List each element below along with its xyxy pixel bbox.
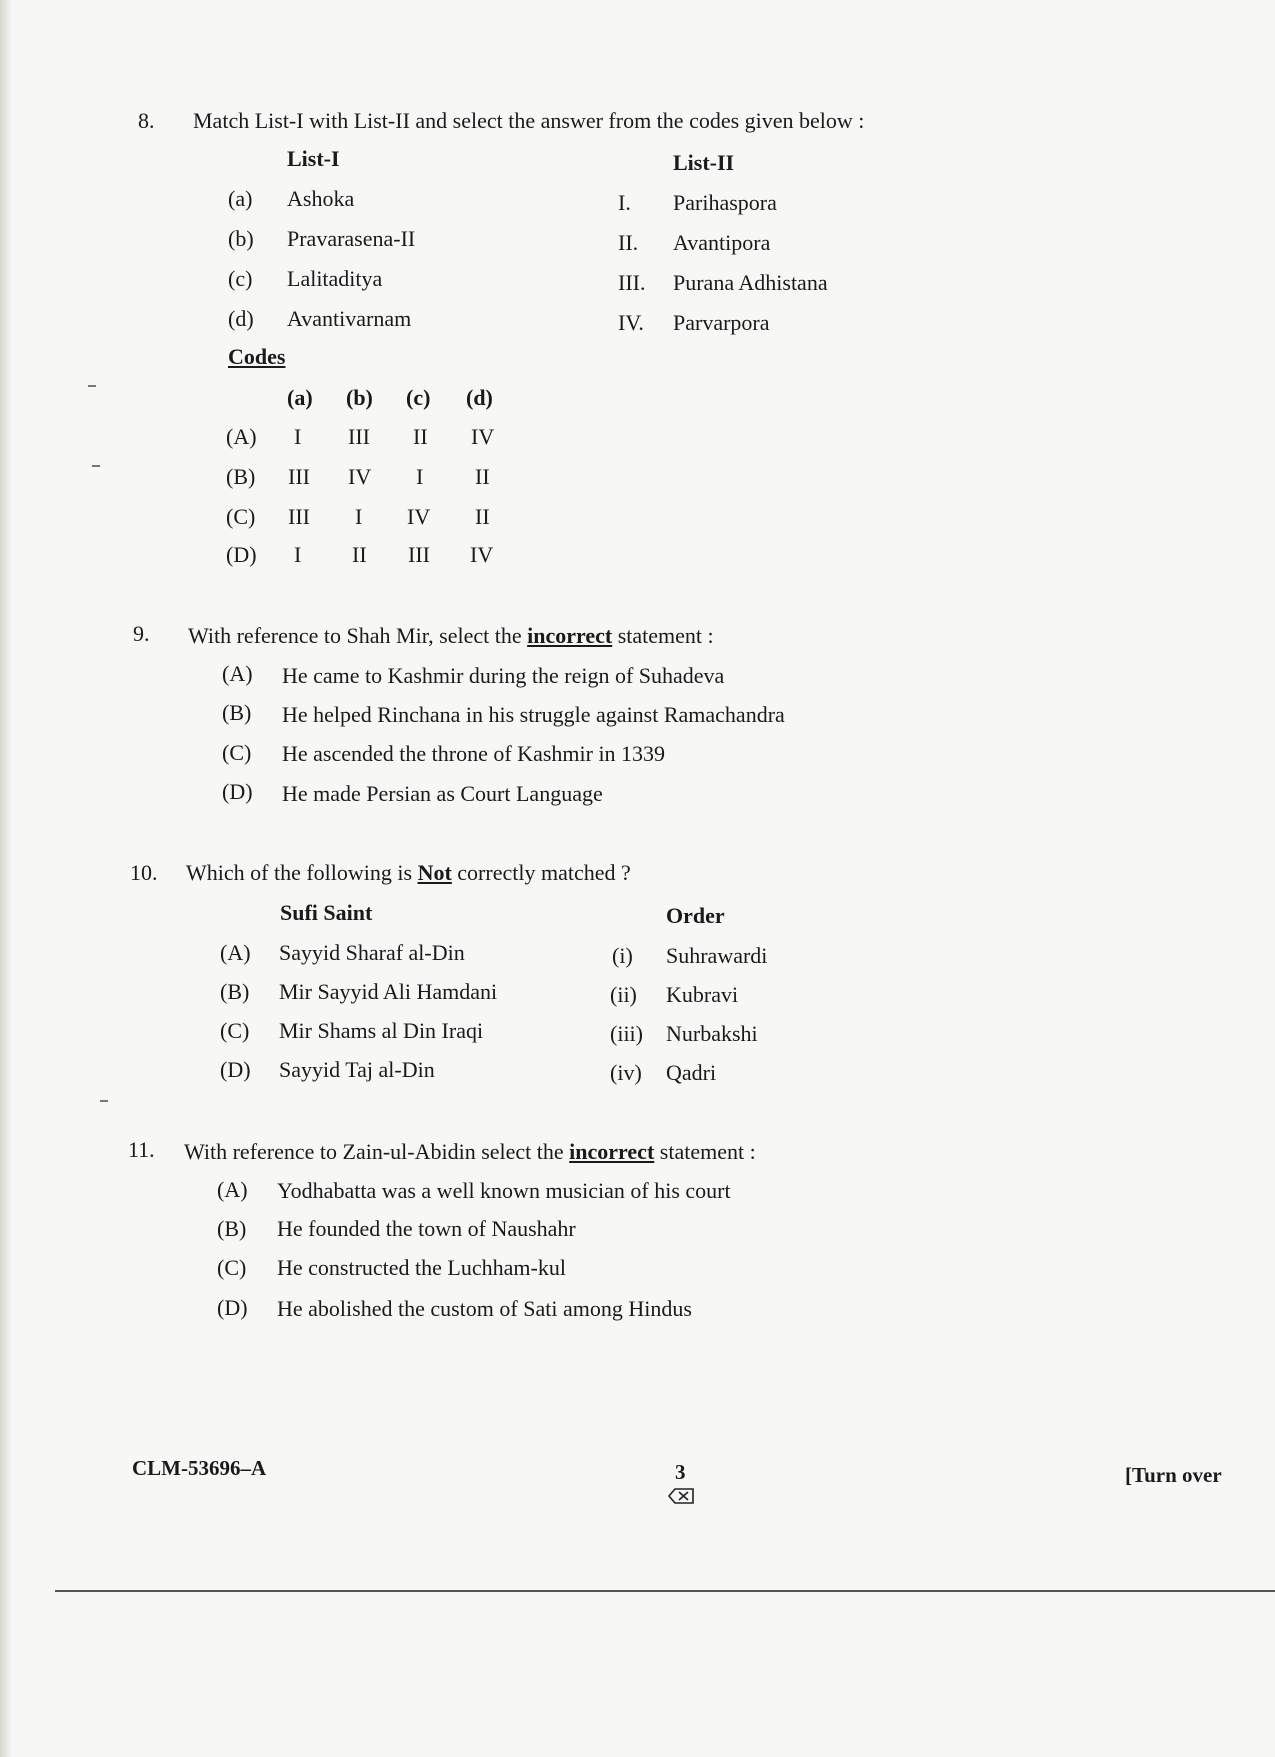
list-item-text: Purana Adhistana bbox=[673, 270, 828, 295]
list-item-text: Parihaspora bbox=[673, 190, 777, 215]
code-option: (A) bbox=[226, 424, 257, 449]
code-option: (C) bbox=[226, 504, 256, 529]
option-label: (C) bbox=[217, 1255, 247, 1280]
margin-mark bbox=[100, 1100, 108, 1102]
column-heading: Sufi Saint bbox=[280, 900, 373, 925]
row-label: (A) bbox=[220, 940, 251, 965]
order-number: (i) bbox=[612, 943, 633, 968]
question-number: 8. bbox=[138, 108, 155, 133]
code-value: III bbox=[288, 464, 310, 489]
stem-text: Which of the following is bbox=[186, 860, 418, 885]
order-name: Qadri bbox=[666, 1060, 717, 1085]
list-item-label: I. bbox=[618, 190, 631, 215]
stem-emphasis: incorrect bbox=[527, 623, 613, 648]
option-label: (A) bbox=[222, 661, 253, 686]
stem-text: statement : bbox=[654, 1139, 756, 1164]
option-label: (B) bbox=[217, 1216, 247, 1241]
stem-text: correctly matched ? bbox=[451, 860, 631, 885]
list-item-text: Pravarasena-II bbox=[287, 226, 416, 251]
codes-head: (b) bbox=[346, 385, 373, 410]
codes-head: (a) bbox=[287, 385, 313, 410]
question-stem bbox=[186, 860, 631, 886]
list-item-text: Parvarpora bbox=[673, 310, 770, 335]
row-label: (B) bbox=[220, 979, 250, 1004]
list2-heading: List-II bbox=[673, 150, 735, 175]
order-number: (iv) bbox=[610, 1060, 642, 1085]
page-number: 3 bbox=[675, 1460, 686, 1484]
code-value: IV bbox=[471, 424, 495, 449]
question-stem: Match List-I with List-II and select the answer from the codes given below : bbox=[193, 108, 865, 133]
stem-text: With reference to Zain-ul-Abidin select the bbox=[184, 1139, 570, 1164]
saint-name: Mir Shams al Din Iraqi bbox=[279, 1018, 484, 1043]
page-edge-shadow bbox=[0, 0, 12, 1757]
turn-over-note: [Turn over bbox=[1125, 1463, 1222, 1487]
question-stem bbox=[184, 1139, 756, 1165]
code-value: II bbox=[475, 504, 490, 529]
list-item-text: Lalitaditya bbox=[287, 266, 383, 291]
code-value: II bbox=[475, 464, 490, 489]
stem-text: With reference to Shah Mir, select the bbox=[188, 623, 528, 648]
code-value: IV bbox=[348, 464, 372, 489]
code-value: III bbox=[408, 542, 430, 567]
code-value: I bbox=[355, 504, 363, 529]
code-value: II bbox=[352, 542, 367, 567]
option-label: (D) bbox=[222, 779, 253, 804]
code-value: I bbox=[294, 542, 302, 567]
margin-mark bbox=[92, 465, 100, 467]
order-name: Suhrawardi bbox=[666, 943, 768, 968]
option-text: Yodhabatta was a well known musician of his court bbox=[277, 1178, 731, 1203]
bottom-rule bbox=[55, 1590, 1275, 1592]
order-name: Nurbakshi bbox=[666, 1021, 758, 1046]
option-text: He helped Rinchana in his struggle against Ramachandra bbox=[282, 702, 785, 727]
question-number: 10. bbox=[130, 860, 158, 885]
option-text: He came to Kashmir during the reign of Suhadeva bbox=[282, 663, 725, 688]
question-stem bbox=[188, 623, 714, 649]
list-item-text: Avantipora bbox=[673, 230, 771, 255]
option-text: He founded the town of Naushahr bbox=[277, 1216, 576, 1241]
saint-name: Mir Sayyid Ali Hamdani bbox=[279, 979, 498, 1004]
code-value: IV bbox=[407, 504, 431, 529]
booklet-code: CLM-53696–A bbox=[132, 1456, 267, 1480]
code-value: IV bbox=[470, 542, 494, 567]
list-item-label: II. bbox=[618, 230, 639, 255]
list-item-text: Ashoka bbox=[287, 186, 355, 211]
codes-label: Codes bbox=[228, 344, 286, 369]
list-item-label: (b) bbox=[228, 226, 254, 251]
option-label: (A) bbox=[217, 1177, 248, 1202]
code-value: I bbox=[416, 464, 424, 489]
code-value: I bbox=[294, 424, 302, 449]
code-value: III bbox=[348, 424, 370, 449]
crossed-box-icon bbox=[667, 1488, 695, 1504]
stem-emphasis: incorrect bbox=[569, 1139, 655, 1164]
margin-mark bbox=[88, 385, 96, 387]
option-text: He ascended the throne of Kashmir in 1339 bbox=[282, 741, 666, 766]
option-text: He abolished the custom of Sati among Hindus bbox=[277, 1296, 692, 1321]
code-value: III bbox=[288, 504, 310, 529]
question-number: 9. bbox=[133, 621, 150, 646]
codes-head: (c) bbox=[406, 385, 431, 410]
list-item-label: (c) bbox=[228, 266, 253, 291]
list-item-label: (d) bbox=[228, 306, 254, 331]
list-item-text: Avantivarnam bbox=[287, 306, 412, 331]
option-label: (D) bbox=[217, 1295, 248, 1320]
list-item-label: III. bbox=[618, 270, 646, 295]
saint-name: Sayyid Taj al-Din bbox=[279, 1057, 435, 1082]
option-label: (C) bbox=[222, 740, 252, 765]
stem-emphasis: Not bbox=[417, 860, 452, 885]
option-text: He made Persian as Court Language bbox=[282, 781, 603, 806]
order-number: (ii) bbox=[610, 982, 637, 1007]
column-heading: Order bbox=[666, 903, 725, 928]
list-item-label: IV. bbox=[618, 310, 644, 335]
code-option: (D) bbox=[226, 542, 257, 567]
option-label: (B) bbox=[222, 700, 252, 725]
row-label: (D) bbox=[220, 1057, 251, 1082]
question-number: 11. bbox=[128, 1137, 155, 1162]
option-text: He constructed the Luchham-kul bbox=[277, 1255, 566, 1280]
codes-head: (d) bbox=[466, 385, 493, 410]
code-value: II bbox=[413, 424, 428, 449]
list-item-label: (a) bbox=[228, 186, 253, 211]
stem-text: statement : bbox=[612, 623, 714, 648]
saint-name: Sayyid Sharaf al-Din bbox=[279, 940, 465, 965]
order-name: Kubravi bbox=[666, 982, 739, 1007]
row-label: (C) bbox=[220, 1018, 250, 1043]
order-number: (iii) bbox=[610, 1021, 643, 1046]
list1-heading: List-I bbox=[287, 146, 340, 171]
code-option: (B) bbox=[226, 464, 256, 489]
